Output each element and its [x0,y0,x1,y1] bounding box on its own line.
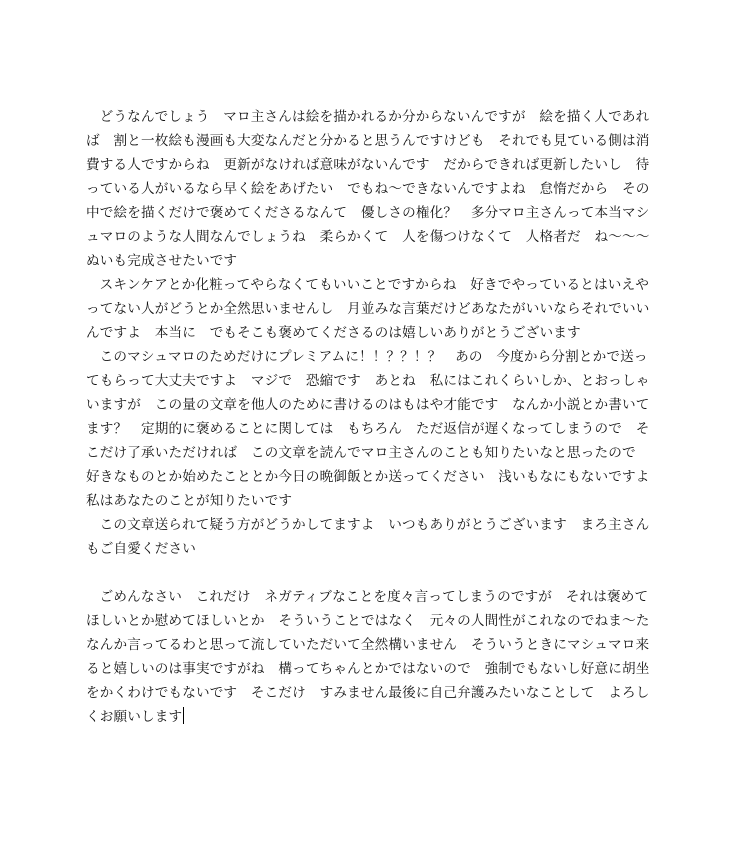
document-body [86,105,664,729]
blank-line [86,561,652,585]
paragraph-with-caret[interactable] [86,585,652,729]
paragraph: どうなんでしょう マロ主さんは絵を描かれるか分からないんですが 絵を描く人であれば 割と一枚絵も漫画も大変なんだと分かると思うんですけども それでも見ている側は消費する人ですからね 更新がなければ意味がないんです だからできれば更新したいし 待っている人がいるなら早く絵をあげたい でもね〜できないんですよね 怠惰だから その中で絵を描くだけで褒めてくださるなんて 優しさの権化？ 多分マロ主さんって本当マシュマロのような人間なんでしょうね 柔らかくて 人を傷つけなくて 人格者だ ね〜〜〜ぬいも完成させたいです [86,109,650,269]
paragraph: このマシュマロのためだけにプレミアムに！！？？！？ あの 今度から分割とかで送ってもらって大丈夫ですよ マジで 恐縮です あとね 私にはこれくらいしか、とおっしゃいますが この量の文章を他人のために書けるのはもはや才能です なんか小説とか書いてます？ 定期的に褒めることに関しては もちろん ただ返信が遅くなってしまうので そこだけ了承いただければ この文章を読んでマロ主さんのことも知りたいなと思ったので 好きなものとか始めたこととか今日の晩御飯とか送ってください 浅いもなにもないですよ 私はあなたのことが知りたいです [86,349,664,509]
paragraph: この文章送られて疑う方がどうかしてますよ いつもありがとうございます まろ主さんもご自愛ください [86,517,650,557]
paragraph-text: ごめんなさい これだけ ネガティブなことを度々言ってしまうのですが それは褒めてほしいとか慰めてほしいとか そういうことではなく 元々の人間性がこれなのでねま〜たなんか言ってるわと思って流していただいて全然構いません そういうときにマシュマロ来ると嬉しいのは事実ですがね 構ってちゃんとかではないので 強制でもないし好意に胡坐をかくわけでもないです そこだけ すみません最後に自己弁護みたいなことして よろしくお願いします [86,589,650,725]
paragraph: スキンケアとか化粧ってやらなくてもいいことですからね 好きでやっているとはいえやってない人がどうとか全然思いません​し 月並みな言葉だけどあなたがいいならそれでいいんですよ 本当に でもそこも褒めてくださるのは嬉しいありがとうございます [86,277,650,341]
text-cursor [183,707,184,724]
